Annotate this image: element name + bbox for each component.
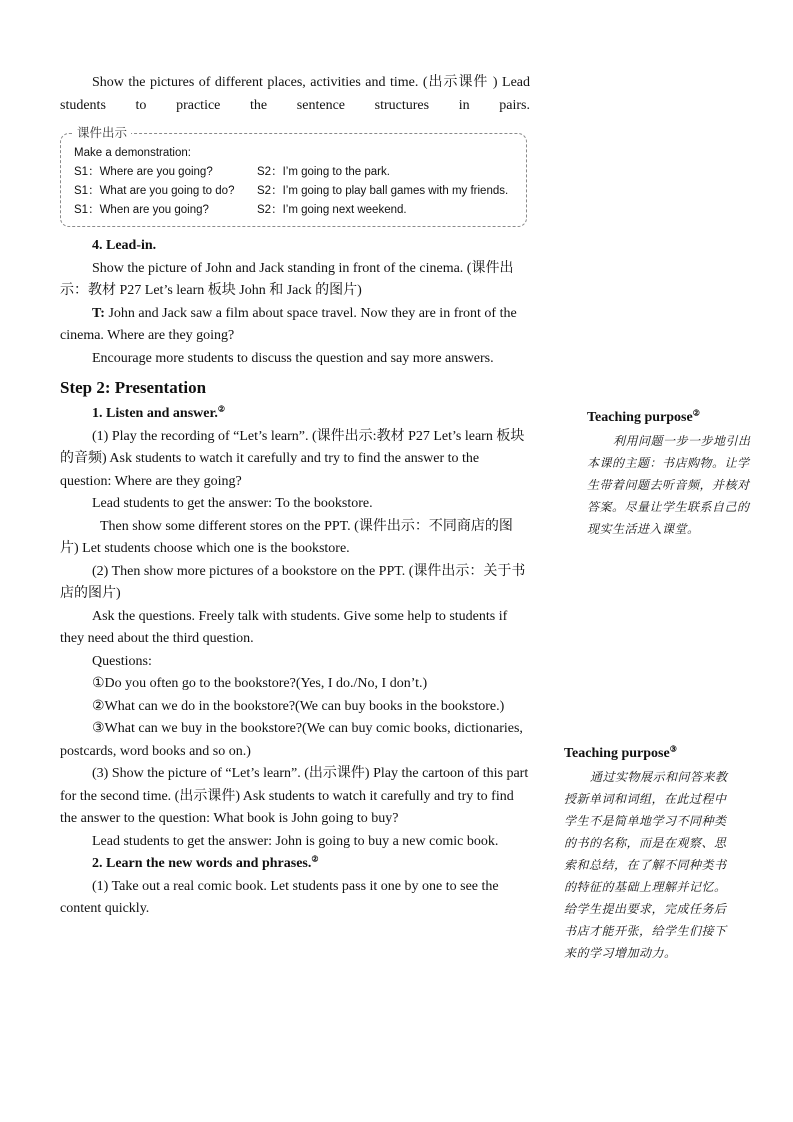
listen-paragraph-5: Ask the questions. Freely talk with students. Give some help to students if they need about the third question. bbox=[60, 608, 508, 646]
footnote-marker: ② bbox=[311, 854, 319, 864]
teacher-label: T: bbox=[92, 305, 105, 321]
dialogue-s2: S2：I’m going to the park. bbox=[257, 166, 390, 178]
dialogue-row bbox=[74, 201, 516, 220]
listen-paragraph-1: (1) Play the recording of “Let’s learn”. (课件出示:教材 P27 Let’s learn 板块的音频) Ask students to watch it carefully and try to find the answer to the question: Where are they going? bbox=[60, 428, 525, 489]
teaching-purpose-note-1 bbox=[587, 410, 759, 540]
teaching-purpose-text: 通过实物展示和问答来教授新单词和词组，在此过程中学生不是简单地学习不同种类的书的名称，而是在观察、思索和总结，在了解不同种类书的特征的基础上理解并记忆。给学生提出要求，完成任务后书店才能开张，给学生们接下来的学习增加动力。 bbox=[564, 770, 728, 960]
footnote-marker: ② bbox=[692, 408, 700, 418]
listen-paragraph-8: Lead students to get the answer: John is going to buy a new comic book. bbox=[92, 833, 499, 849]
dialogue-s2: S2：I’m going to play ball games with my friends. bbox=[257, 185, 509, 197]
teacher-line bbox=[60, 303, 530, 348]
step-heading: Step 2: Presentation bbox=[60, 378, 207, 397]
question-item: ①Do you often go to the bookstore?(Yes, I do./No, I don’t.) bbox=[92, 676, 428, 691]
demonstration-tag: 课件出示 bbox=[73, 124, 131, 143]
demonstration-box bbox=[60, 126, 527, 227]
dialogue-s1: S1：Where are you going? bbox=[74, 166, 213, 178]
teaching-purpose-note-2 bbox=[564, 746, 738, 964]
teacher-text: John and Jack saw a film about space travel. Now they are in front of the cinema. Where are they going? bbox=[60, 305, 517, 343]
listen-paragraph-7: (3) Show the picture of “Let’s learn”. (出示课件) Play the cartoon of this part for the second time. (出示课件) Ask students to watch it carefully and try to find the answer to the question: What book is John going to buy? bbox=[60, 766, 529, 826]
demonstration-heading: Make a demonstration: bbox=[74, 147, 191, 159]
learn-words-heading: 2. Learn the new words and phrases.② bbox=[92, 854, 319, 871]
lead-in-paragraph: Show the picture of John and Jack standing in front of the cinema. (课件出示：教材 P27 Let’s learn 板块 John 和 Jack 的图片) bbox=[60, 260, 514, 298]
dialogue-s1: S1：What are you going to do? bbox=[74, 185, 235, 197]
encourage-paragraph: Encourage more students to discuss the question and say more answers. bbox=[92, 350, 494, 366]
listen-paragraph-2: Lead students to get the answer: To the bookstore. bbox=[92, 496, 373, 511]
questions-label: Questions: bbox=[92, 653, 152, 669]
listen-paragraph-3: Then show some different stores on the PPT. (课件出示：不同商店的图片) Let students choose which one is the bookstore. bbox=[60, 518, 513, 556]
dialogue-s2: S2：I’m going next weekend. bbox=[257, 204, 407, 216]
listen-heading: 1. Listen and answer.② bbox=[92, 404, 226, 421]
lead-in-heading: 4. Lead-in. bbox=[92, 238, 157, 253]
teaching-purpose-text: 利用问题一步一步地引出本课的主题：书店购物。让学生带着问题去听音频，并核对答案。尽量让学生联系自己的现实生活进入课堂。 bbox=[587, 434, 751, 536]
footnote-marker: ③ bbox=[669, 744, 677, 754]
teaching-purpose-title: Teaching purpose② bbox=[587, 408, 700, 425]
lesson-plan-main bbox=[60, 72, 530, 921]
practice-paragraph: Show the pictures of different places, activities and time. (出示课件 ) Lead students to practice the sentence structures in pairs. bbox=[60, 75, 530, 113]
question-item: ③What can we buy in the bookstore?(We can buy comic books, dictionaries, postcards, word books and so on.) bbox=[60, 721, 523, 759]
dialogue-row bbox=[74, 182, 516, 201]
question-item: ②What can we do in the bookstore?(We can buy books in the bookstore.) bbox=[92, 698, 505, 714]
teaching-purpose-title: Teaching purpose③ bbox=[564, 744, 677, 761]
footnote-marker: ② bbox=[217, 404, 226, 414]
listen-paragraph-4: (2) Then show more pictures of a bookstore on the PPT. (课件出示：关于书店的图片) bbox=[60, 563, 526, 601]
learn-words-paragraph: (1) Take out a real comic book. Let students pass it one by one to see the content quickly. bbox=[60, 878, 499, 916]
dialogue-s1: S1：When are you going? bbox=[74, 204, 209, 216]
dialogue-row bbox=[74, 163, 516, 182]
